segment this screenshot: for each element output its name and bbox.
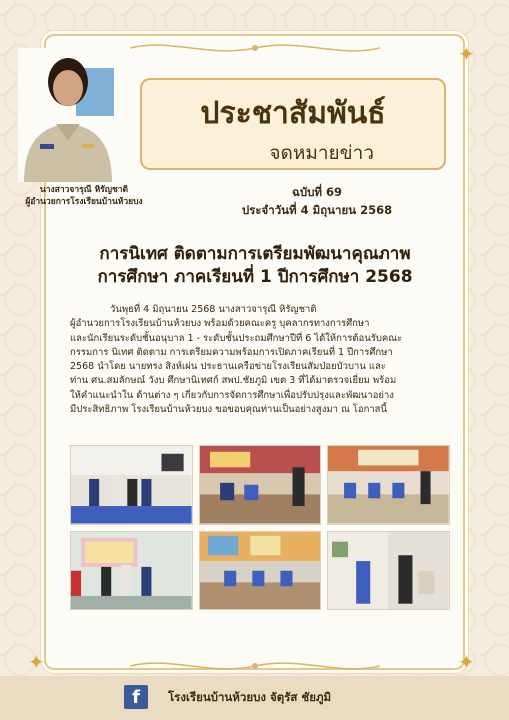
- body-line: วันพุธที่ 4 มิถุนายน 2568 นางสาวจารุณี หิรัญชาติ: [110, 304, 317, 315]
- director-portrait: [18, 48, 114, 182]
- event-photo[interactable]: [199, 531, 322, 611]
- photo-gallery: [70, 445, 450, 610]
- issue-info: [232, 183, 402, 219]
- body-line: และนักเรียนระดับชั้นอนุบาล 1 - ระดับชั้นประถมศึกษาปีที่ 6 ได้ให้การต้อนรับคณะ: [70, 332, 403, 344]
- star-ornament-icon: ✦: [28, 650, 45, 674]
- director-name: นางสาวจารุณี หิรัญชาติ: [39, 185, 129, 195]
- event-photo[interactable]: [70, 445, 193, 525]
- facebook-icon[interactable]: f: [124, 685, 148, 709]
- title-box: [140, 78, 446, 170]
- issue-date: ประจำวันที่ 4 มิถุนายน 2568: [241, 203, 393, 217]
- event-photo[interactable]: [199, 445, 322, 525]
- article-body: [70, 303, 442, 417]
- headline: [56, 243, 454, 289]
- issue-number: ฉบับที่ 69: [291, 185, 343, 199]
- body-line: ให้คำแนะนำใน ด้านต่าง ๆ เกี่ยวกับการจัดการศึกษาเพื่อปรับปรุงและพัฒนาอย่าง: [70, 389, 394, 401]
- facebook-page-name[interactable]: โรงเรียนบ้านห้วยบง จัตุรัส ชัยภูมิ: [168, 690, 332, 704]
- bottom-flourish: [130, 656, 380, 676]
- page-subtitle: จดหมายข่าว: [269, 142, 374, 164]
- profile-caption: [14, 184, 154, 208]
- event-photo[interactable]: [70, 531, 193, 611]
- headline-line-1: การนิเทศ ติดตามการเตรียมพัฒนาคุณภาพ: [99, 244, 411, 264]
- body-line: ท่าน ศน.สมลักษณ์ วังบ ศึกษานิเทศก์ สพป.ชัยภูมิ เขต 3 ที่ได้มาตรวจเยี่ยม พร้อม: [70, 375, 397, 387]
- body-line: กรรมการ นิเทศ ติดตาม การเตรียมความพร้อมการเปิดภาคเรียนที่ 1 ปีการศึกษา: [70, 346, 393, 358]
- body-line: ผู้อำนวยการโรงเรียนบ้านห้วยบง พร้อมด้วยคณะครู บุคลากรทางการศึกษา: [70, 318, 370, 330]
- top-flourish: [130, 38, 380, 58]
- director-position: ผู้อำนวยการโรงเรียนบ้านห้วยบง: [25, 197, 143, 207]
- headline-line-2: การศึกษา ภาคเรียนที่ 1 ปีการศึกษา 2568: [97, 267, 413, 287]
- star-ornament-icon: ✦: [458, 650, 475, 674]
- event-photo[interactable]: [327, 531, 450, 611]
- page-title: ประชาสัมพันธ์: [200, 96, 386, 131]
- event-photo[interactable]: [327, 445, 450, 525]
- body-line: มีประสิทธิภาพ โรงเรียนบ้านห้วยบง ขอขอบคุณท่านเป็นอย่างสูงมา ณ โอกาสนี้: [70, 404, 387, 416]
- body-line: 2568 นำโดย นายทรง สิงห์เผ่น ประธานเครือข่ายโรงเรียนสัมป่อยบัวบาน และ: [70, 361, 386, 373]
- star-ornament-icon: ✦: [458, 42, 475, 66]
